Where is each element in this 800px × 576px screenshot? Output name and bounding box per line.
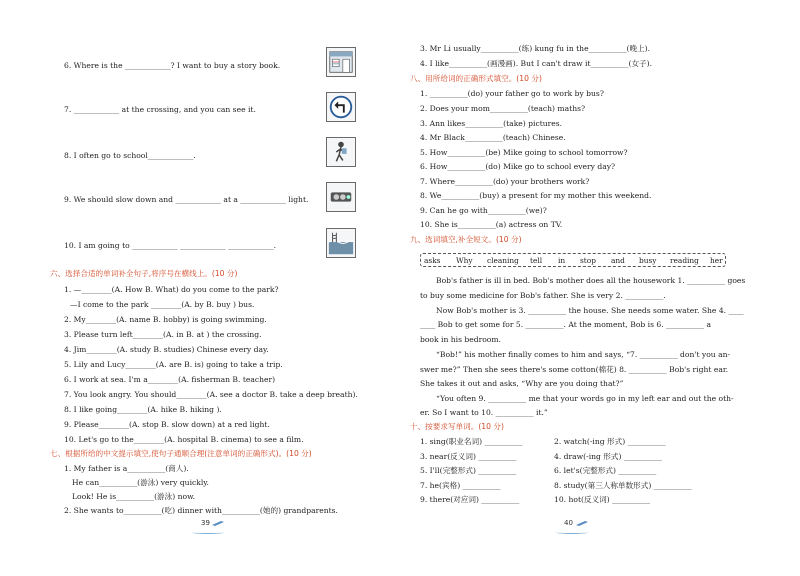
section8-item-10: 10. She is__________(a) actress on TV.: [420, 220, 563, 229]
page-number-left: 39: [201, 519, 210, 527]
word-bank-item: cleaning: [487, 256, 519, 265]
page-number-underline: [192, 531, 224, 534]
section10-item-2: 2. watch(-ing 形式) __________: [554, 437, 666, 446]
section8-item-8: 8. We__________(buy) a present for my mother this weekend.: [420, 191, 652, 200]
word-bank-item: reading: [670, 256, 699, 265]
section8-item-1: 1. __________(do) your father go to work by bus?: [420, 89, 604, 98]
section7-title: 七、根据所给的中文提示填空,使句子通顺合理(注意单词的正确形式)。(10 分): [50, 449, 312, 458]
picture-item-7: 7. ____________ at the crossing, and you can see it.: [64, 105, 256, 114]
section6-item-1: 1. —________(A. How B. What) do you come to the park?: [64, 285, 279, 294]
swimming-pool-icon: [326, 228, 356, 258]
section10-title: 十、按要求写单词。(10 分): [410, 422, 504, 431]
section8-item-3: 3. Ann likes__________(take) pictures.: [420, 119, 563, 128]
section10-item-5: 5. I'll(完整形式) __________: [420, 466, 517, 475]
pencil-icon: [212, 521, 224, 526]
passage-line-4: ____ Bob to get some for 5. __________. At the moment, Bob is 6. __________ a: [420, 320, 711, 329]
section8-item-7: 7. Where__________(do) your brothers work?: [420, 177, 590, 186]
right-page: [400, 0, 800, 576]
turn-left-sign-icon: [326, 92, 356, 122]
section6-item-8: 8. I like going________(A. hike B. hiking ).: [64, 405, 222, 414]
section8-item-4: 4. Mr Black__________(teach) Chinese.: [420, 133, 566, 142]
section10-item-3: 3. near(反义词) __________: [420, 452, 517, 461]
section10-item-4: 4. draw(-ing 形式) __________: [554, 452, 662, 461]
picture-item-9: 9. We should slow down and ____________ at a ____________ light.: [64, 195, 309, 204]
section9-title: 九、选词填空,补全短文。(10 分): [410, 235, 522, 244]
section7-item-2: 2. She wants to__________(吃) dinner with__________(她的) grandparents.: [64, 506, 338, 515]
page-number-right: 40: [564, 519, 573, 527]
picture-item-10: 10. I am going to ____________ ____________ ____________.: [64, 241, 277, 250]
section6-item-4: 4. Jim________(A. study B. studies) Chinese every day.: [64, 345, 269, 354]
passage-line-9: “You often 9. __________ me that your words go in my left ear and out the oth-: [436, 394, 734, 403]
section6-item-10: 10. Let's go to the________(A. hospital B. cinema) to see a film.: [64, 435, 304, 444]
section6-item-9: 9. Please________(A. stop B. slow down) at a red light.: [64, 420, 270, 429]
section6-item-7: 7. You look angry. You should________(A. see a doctor B. take a deep breath).: [64, 390, 358, 399]
section10-item-7: 7. he(宾格) __________: [420, 481, 501, 490]
section7-item-1b: He can__________(游泳) very quickly.: [72, 478, 209, 487]
word-bank-item: asks: [424, 256, 441, 265]
section10-item-10: 10. hot(反义词) __________: [554, 495, 651, 504]
section6-item-6: 6. I work at sea. I'm a________(A. fisherman B. teacher): [64, 375, 276, 384]
word-bank-box: [420, 253, 726, 267]
word-bank-item: busy: [639, 256, 657, 265]
section10-item-8: 8. study(第三人称单数形式) __________: [554, 481, 692, 490]
section10-item-6: 6. let's(完整形式) __________: [554, 466, 657, 475]
passage-line-3: Now Bob's mother is 3. __________ the house. She needs some water. She 4. ____: [436, 306, 744, 315]
section7-item-1: 1. My father is a__________(商人).: [64, 464, 189, 473]
section6-item-2: 2. My________(A. name B. hobby) is going swimming.: [64, 315, 267, 324]
word-bank-item: tell: [530, 256, 543, 265]
passage-line-10: er. So I want to 10. __________ it.”: [420, 408, 548, 417]
section10-item-9: 9. there(对应词) __________: [420, 495, 520, 504]
word-bank-item: Why: [456, 256, 473, 265]
section10-item-1: 1. sing(职业名词) __________: [420, 437, 523, 446]
section8-item-5: 5. How__________(be) Mike going to school tomorrow?: [420, 148, 628, 157]
traffic-light-icon: [326, 182, 356, 212]
bookshop-icon: [326, 47, 356, 77]
passage-line-7: swer me?” Then she sees there's some cotton(棉花) 8. __________ Bob's right ear.: [420, 365, 729, 374]
word-bank-item: stop: [580, 256, 596, 265]
word-bank-item: her: [710, 256, 723, 265]
passage-line-5: book in his bedroom.: [420, 335, 501, 344]
section7-item-1c: Look! He is__________(游泳) now.: [72, 492, 196, 501]
section7-item-4: 4. I like__________(画漫画). But I can't draw it__________(女子).: [420, 59, 653, 68]
section8-title: 八、用所给词的正确形式填空。(10 分): [410, 74, 542, 83]
section8-item-6: 6. How__________(do) Mike go to school every day?: [420, 162, 616, 171]
passage-line-8: She takes it out and asks, “Why are you doing that?”: [420, 379, 624, 388]
word-bank-item: in: [558, 256, 566, 265]
picture-item-8: 8. I often go to school____________.: [64, 151, 196, 160]
section8-item-2: 2. Does your mom__________(teach) maths?: [420, 104, 586, 113]
passage-line-6: “Bob!” his mother finally comes to him and says, “7. __________ don't you an-: [436, 350, 731, 359]
section6-title: 六、选择合适的单词补全句子,将序号在横线上。(10 分): [50, 269, 238, 278]
section6-item-5: 5. Lily and Lucy________(A. are B. is) going to take a trip.: [64, 360, 283, 369]
passage-line-2: to buy some medicine for Bob's father. She is very 2. __________.: [420, 291, 666, 300]
section6-item-3: 3. Please turn left________(A. in B. at ) the crossing.: [64, 330, 262, 339]
section8-item-9: 9. Can he go with__________(we)?: [420, 206, 547, 215]
section7-item-3: 3. Mr Li usually__________(练) kung fu in the__________(晚上).: [420, 44, 651, 53]
picture-item-6: 6. Where is the ____________? I want to buy a story book.: [64, 61, 281, 70]
section6-item-1b: —I come to the park ________(A. by B. buy ) bus.: [70, 300, 255, 309]
passage-line-1: Bob's father is ill in bed. Bob's mother does all the housework 1. __________ goes: [436, 276, 746, 285]
word-bank-item: and: [611, 256, 625, 265]
walking-boy-icon: [326, 137, 356, 167]
